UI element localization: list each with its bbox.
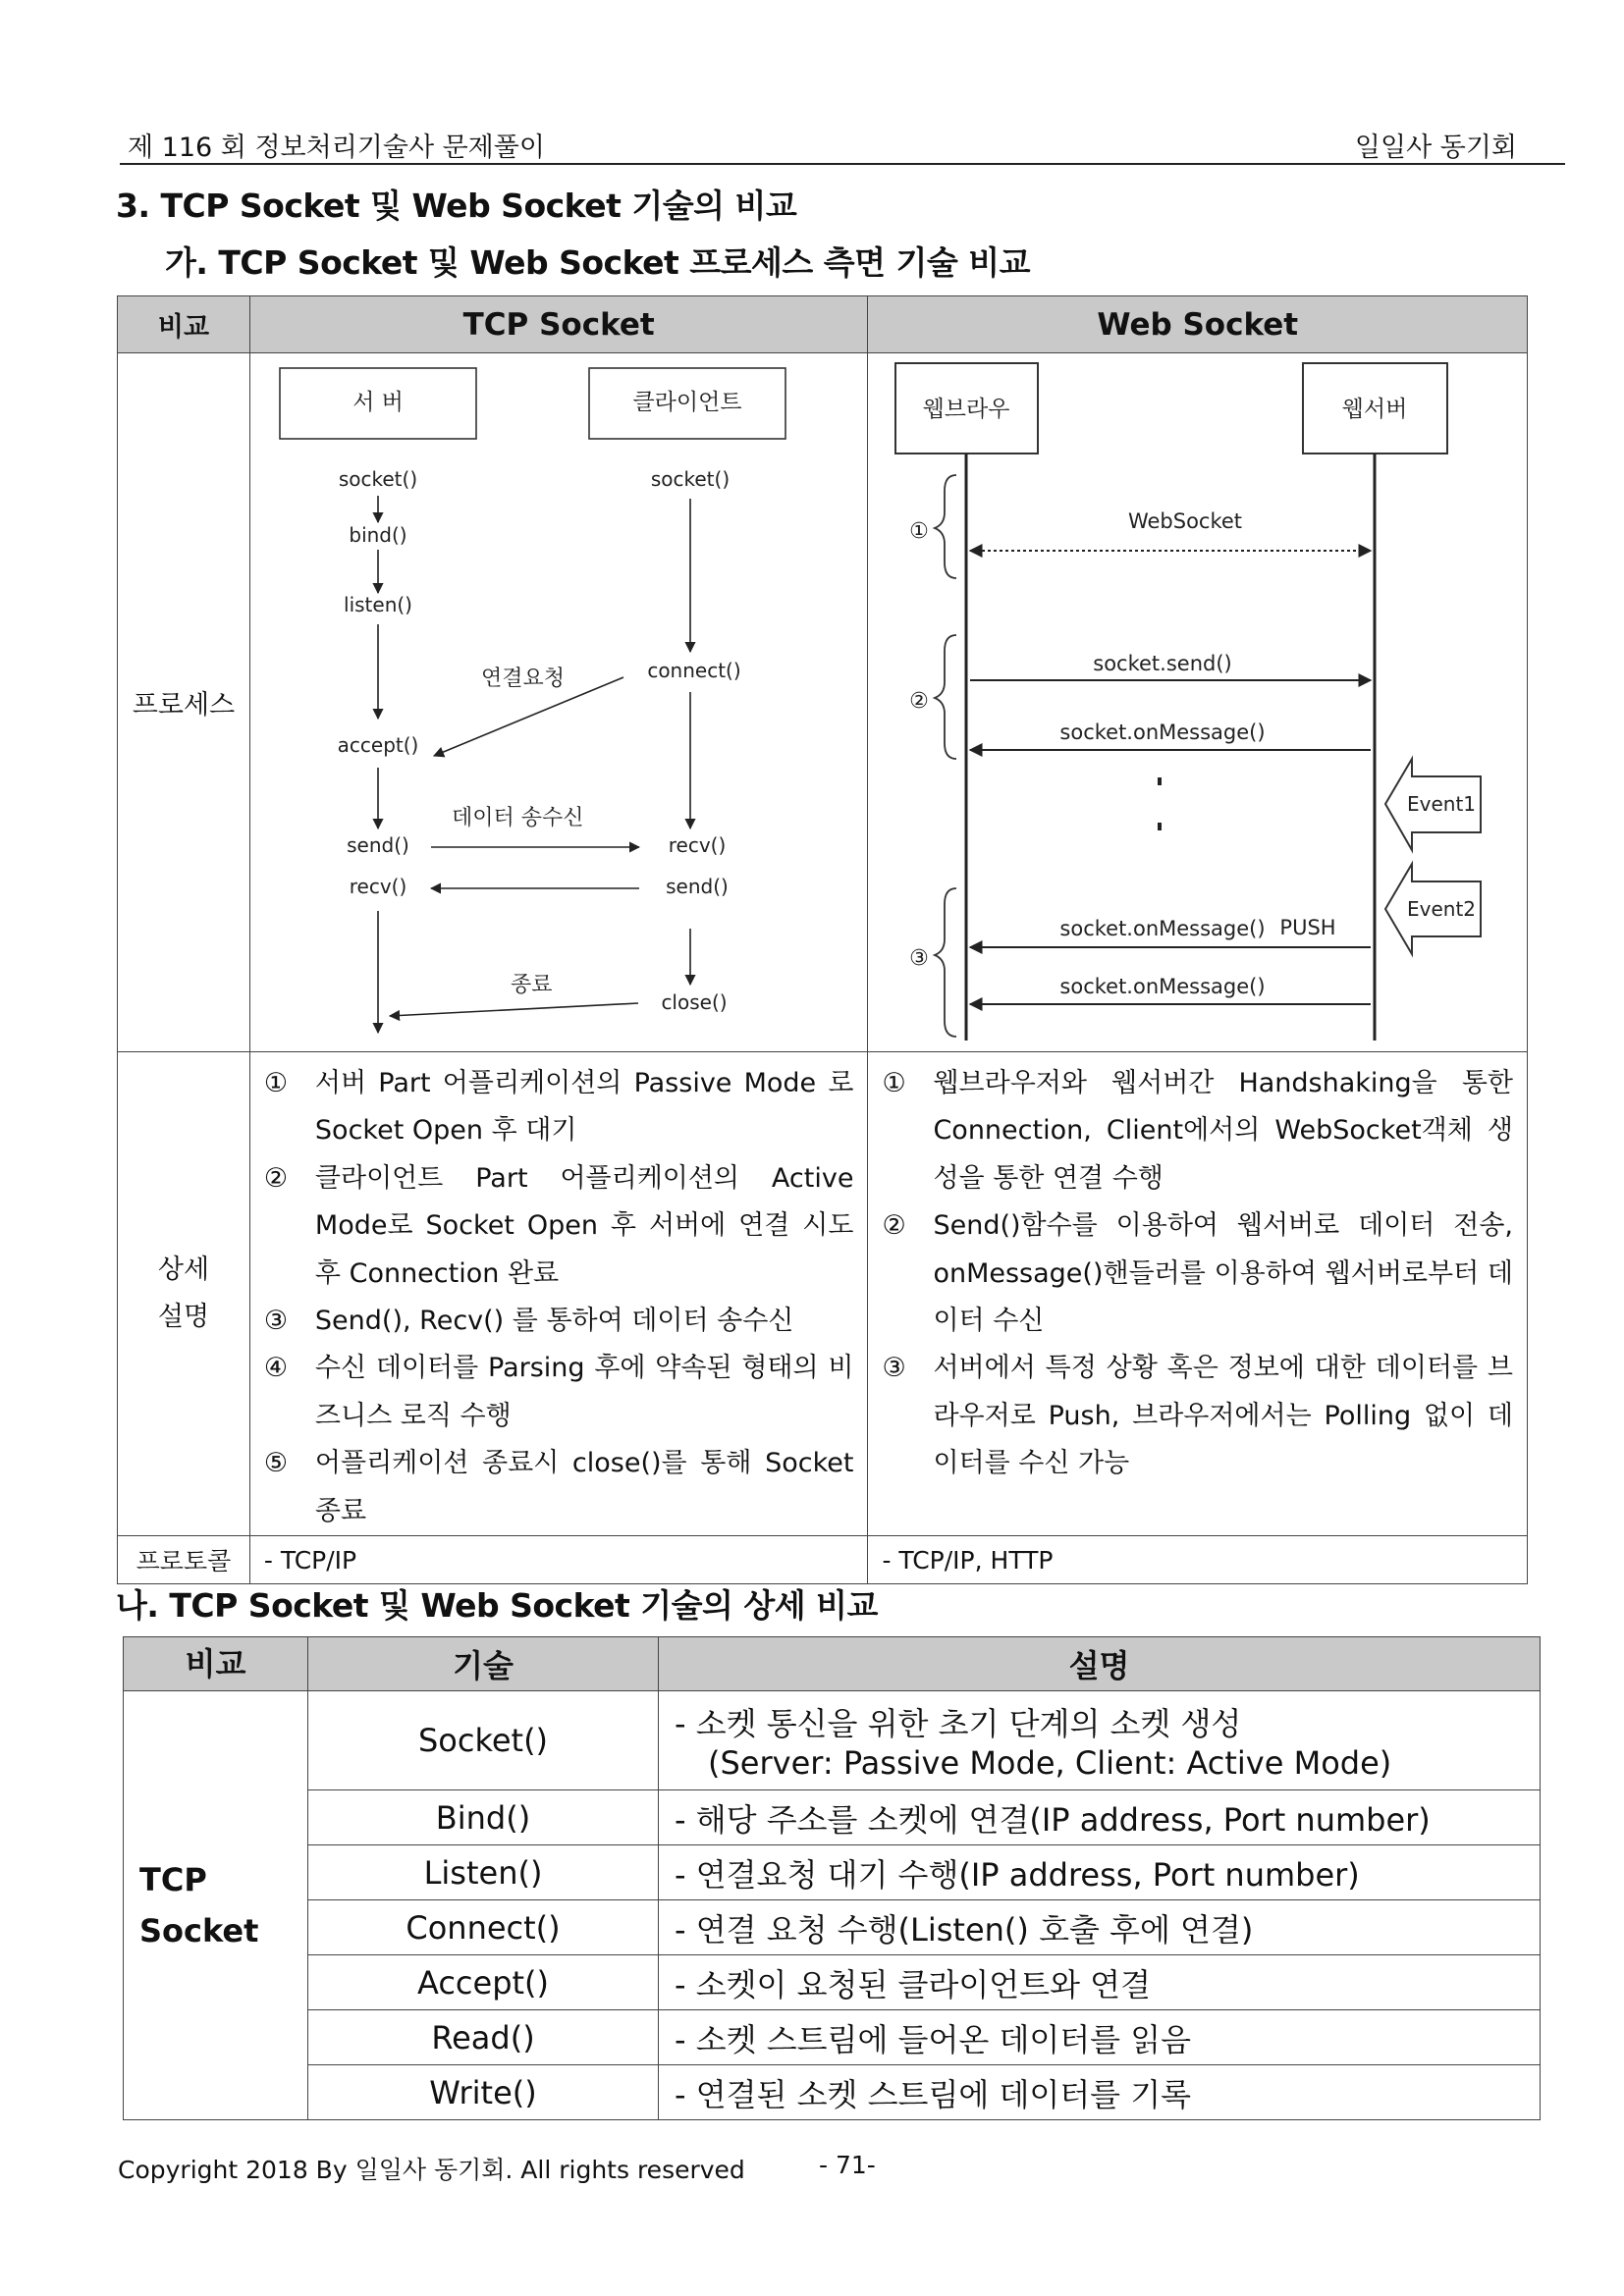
server-step: socket()	[338, 467, 418, 491]
table-row	[124, 1955, 1541, 2010]
item-number: ①	[263, 1068, 289, 1098]
table1-header-web: Web Socket	[868, 296, 1528, 353]
desc-line2: (Server: Passive Mode, Client: Active Mode)	[708, 1744, 1392, 1782]
websocket-label: WebSocket	[1128, 509, 1243, 533]
browser-box-label: 웹브라우	[923, 397, 1010, 422]
list-item	[264, 1298, 854, 1345]
tech-name: Bind()	[308, 1790, 659, 1845]
item-text: Send(), Recv() 를 통하여 데이터 송수신	[314, 1306, 794, 1337]
table-row	[124, 2010, 1541, 2065]
list-item	[264, 1440, 854, 1535]
page-number: - 71-	[819, 2151, 876, 2179]
header-rule	[120, 163, 1565, 165]
item-text: 서버 Part 어플리케이션의 Passive Mode 로 Socket Open 후 대기	[314, 1068, 854, 1147]
onmessage-label-push: socket.onMessage()	[1059, 917, 1267, 940]
web-protocol: - TCP/IP, HTTP	[868, 1536, 1528, 1584]
event1-label: Event1	[1407, 792, 1477, 816]
table1-header-tcp: TCP Socket	[249, 296, 868, 353]
client-step: connect()	[647, 659, 741, 682]
desc-line1: - 소켓 통신을 위한 초기 단계의 소켓 생성	[675, 1705, 1242, 1742]
web-socket-diagram	[868, 353, 1515, 1047]
header-right: 일일사 동기회	[1354, 133, 1517, 163]
list-item	[264, 1060, 854, 1155]
tech-name: Connect()	[308, 1900, 659, 1955]
detail-comparison-table	[123, 1636, 1541, 2120]
item-text: 서버에서 특정 상황 혹은 정보에 대한 데이터를 브라우저로 Push, 브라우저에서는 Polling 없이 데이터를 수신 가능	[933, 1353, 1513, 1479]
item-text: Send()함수를 이용하여 웹서버로 데이터 전송, onMessage()핸들러를 이용하여 웹서버로부터 데이터 수신	[933, 1210, 1513, 1337]
tech-name: Write()	[308, 2065, 659, 2120]
list-item	[882, 1202, 1513, 1345]
marker-1: ①	[909, 519, 930, 544]
table1-detail-row	[118, 1052, 1528, 1536]
header-left: 제 116 회 정보처리기술사 문제풀이	[128, 133, 545, 163]
client-step: close()	[661, 990, 728, 1014]
group-label-line2: Socket	[139, 1912, 259, 1949]
table2-header-desc: 설명	[659, 1637, 1541, 1691]
web-detail-list	[868, 1052, 1527, 1488]
data-exchange-label: 데이터 송수신	[451, 806, 584, 830]
server-step: listen()	[343, 593, 412, 616]
tcp-protocol: - TCP/IP	[249, 1536, 868, 1584]
item-number: ⑤	[263, 1448, 289, 1479]
tcp-detail-cell	[249, 1052, 868, 1536]
close-label: 종료	[510, 973, 553, 997]
server-step: bind()	[349, 523, 407, 547]
item-number: ④	[263, 1353, 289, 1384]
item-number: ②	[263, 1162, 289, 1194]
server-box-label: 서 버	[352, 390, 404, 415]
web-detail-cell	[868, 1052, 1528, 1536]
process-comparison-table	[117, 295, 1528, 1584]
web-server-box-label: 웹서버	[1342, 397, 1408, 422]
marker-3: ③	[909, 946, 930, 971]
table-row	[124, 1691, 1541, 1790]
detail-label-line1: 상세	[157, 1255, 210, 1286]
web-process-cell	[868, 353, 1528, 1052]
tech-name: Listen()	[308, 1845, 659, 1900]
group-label	[124, 1691, 308, 2120]
tcp-socket-diagram	[250, 353, 856, 1047]
list-item	[264, 1345, 854, 1440]
marker-2: ②	[909, 689, 930, 714]
list-item	[264, 1155, 854, 1298]
push-label: PUSH	[1279, 916, 1337, 939]
client-step: recv()	[668, 833, 727, 857]
brace-2	[935, 635, 956, 759]
tech-description: - 해당 주소를 소켓에 연결(IP address, Port number)	[659, 1790, 1541, 1845]
item-text: 클라이언트 Part 어플리케이션의 Active Mode로 Socket Open 후 서버에 연결 시도 후 Connection 완료	[314, 1162, 854, 1289]
tech-description	[659, 1691, 1541, 1790]
client-step: socket()	[650, 467, 731, 491]
server-step: send()	[347, 833, 409, 857]
tech-description: - 연결 요청 수행(Listen() 호출 후에 연결)	[659, 1900, 1541, 1955]
table2-header-tech: 기술	[308, 1637, 659, 1691]
tech-name: Socket()	[308, 1691, 659, 1790]
list-item	[882, 1345, 1513, 1487]
item-text: 어플리케이션 종료시 close()를 통해 Socket 종료	[314, 1448, 854, 1526]
tech-description: - 소켓 스트림에 들어온 데이터를 읽음	[659, 2010, 1541, 2065]
server-step: recv()	[349, 875, 407, 898]
subsection-b-title: 나. TCP Socket 및 Web Socket 기술의 상세 비교	[116, 1586, 878, 1625]
tech-description: - 연결된 소켓 스트림에 데이터를 기록	[659, 2065, 1541, 2120]
table1-protocol-row	[118, 1536, 1528, 1584]
table1-process-row	[118, 353, 1528, 1052]
tech-name: Accept()	[308, 1955, 659, 2010]
tech-name: Read()	[308, 2010, 659, 2065]
connect-request-label: 연결요청	[480, 667, 565, 691]
item-number: ③	[263, 1306, 289, 1337]
send-label: socket.send()	[1093, 652, 1233, 675]
brace-3	[935, 888, 956, 1037]
ellipsis-dot	[1158, 823, 1162, 830]
table-row	[124, 1845, 1541, 1900]
client-box-label: 클라이언트	[632, 390, 742, 415]
brace-1	[935, 475, 956, 578]
table2-header-row	[124, 1637, 1541, 1691]
onmessage-label: socket.onMessage()	[1059, 721, 1267, 744]
subsection-a-title: 가. TCP Socket 및 Web Socket 프로세스 측면 기술 비교	[165, 243, 1031, 282]
client-step: send()	[666, 875, 729, 898]
item-number: ③	[882, 1353, 906, 1384]
tech-description: - 연결요청 대기 수행(IP address, Port number)	[659, 1845, 1541, 1900]
detail-label-line2: 설명	[157, 1302, 210, 1333]
group-label-line1: TCP	[139, 1861, 207, 1898]
tech-description: - 소켓이 요청된 클라이언트와 연결	[659, 1955, 1541, 2010]
table2-header-compare: 비교	[124, 1637, 308, 1691]
close-arrow	[390, 1003, 638, 1016]
footer-copyright: Copyright 2018 By 일일사 동기회. All rights reserved	[118, 2156, 745, 2184]
event2-label: Event2	[1407, 897, 1477, 921]
list-item	[882, 1060, 1513, 1202]
item-text: 웹브라우저와 웹서버간 Handshaking을 통한 Connection, Client에서의 WebSocket객체 생성을 통한 연결 수행	[933, 1068, 1513, 1194]
table-row	[124, 1900, 1541, 1955]
item-number: ②	[882, 1210, 906, 1242]
row-label-detail	[118, 1052, 250, 1536]
onmessage-label-2: socket.onMessage()	[1059, 975, 1267, 998]
item-text: 수신 데이터를 Parsing 후에 약속된 형태의 비즈니스 로직 수행	[314, 1353, 854, 1431]
server-step: accept()	[337, 733, 419, 757]
table-row	[124, 2065, 1541, 2120]
table-row	[124, 1790, 1541, 1845]
table1-header-row	[118, 296, 1528, 353]
item-number: ①	[882, 1068, 906, 1098]
row-label-process: 프로세스	[118, 353, 250, 1052]
tcp-detail-list	[250, 1052, 868, 1535]
tcp-process-cell	[249, 353, 868, 1052]
ellipsis-dot	[1158, 777, 1162, 785]
table1-header-compare: 비교	[118, 296, 250, 353]
row-label-protocol: 프로토콜	[118, 1536, 250, 1584]
section-title: 3. TCP Socket 및 Web Socket 기술의 비교	[116, 187, 797, 225]
